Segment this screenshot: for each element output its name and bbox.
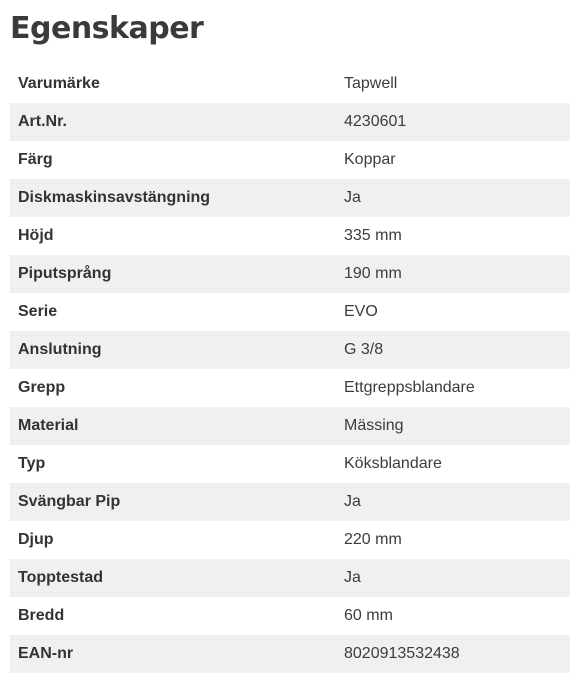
property-key: Färg — [18, 151, 53, 168]
property-value: 220 mm — [344, 531, 402, 548]
property-value: Ja — [344, 189, 361, 206]
property-value: 60 mm — [344, 607, 393, 624]
property-row — [10, 255, 570, 293]
property-row — [10, 483, 570, 521]
property-row — [10, 179, 570, 217]
property-value: Ettgreppsblandare — [344, 379, 475, 396]
property-row — [10, 407, 570, 445]
property-value: 8020913532438 — [344, 645, 460, 662]
property-row — [10, 331, 570, 369]
property-key: Topptestad — [18, 569, 104, 586]
property-value: Koppar — [344, 151, 396, 168]
property-key: Art.Nr. — [18, 113, 67, 130]
property-value: 4230601 — [344, 113, 407, 130]
property-key: Svängbar Pip — [18, 493, 121, 510]
property-key: Typ — [18, 455, 46, 472]
property-row — [10, 217, 570, 255]
property-row — [10, 141, 570, 179]
property-key: Grepp — [18, 379, 66, 396]
property-row — [10, 369, 570, 407]
property-value: 335 mm — [344, 227, 402, 244]
property-key: Varumärke — [18, 75, 100, 92]
property-value: Mässing — [344, 417, 404, 434]
property-value: Ja — [344, 493, 361, 510]
property-value: Köksblandare — [344, 455, 442, 472]
property-key: Höjd — [18, 227, 54, 244]
property-key: Anslutning — [18, 341, 102, 358]
property-row — [10, 521, 570, 559]
property-key: EAN-nr — [18, 645, 74, 662]
property-row — [10, 445, 570, 483]
page-title: Egenskaper — [10, 11, 204, 46]
property-row — [10, 559, 570, 597]
property-key: Serie — [18, 303, 58, 320]
property-value: Tapwell — [344, 75, 398, 92]
property-key: Piputsprång — [18, 265, 112, 282]
property-row — [10, 293, 570, 331]
property-key: Djup — [18, 531, 54, 548]
property-value: G 3/8 — [344, 341, 384, 358]
property-value: Ja — [344, 569, 361, 586]
property-row — [10, 597, 570, 635]
property-row — [10, 103, 570, 141]
property-key: Material — [18, 417, 79, 434]
property-value: 190 mm — [344, 265, 402, 282]
property-row — [10, 65, 570, 103]
property-row — [10, 635, 570, 673]
property-value: EVO — [344, 303, 378, 320]
properties-table — [10, 65, 570, 673]
property-key: Diskmaskinsavstängning — [18, 189, 211, 206]
property-key: Bredd — [18, 607, 65, 624]
